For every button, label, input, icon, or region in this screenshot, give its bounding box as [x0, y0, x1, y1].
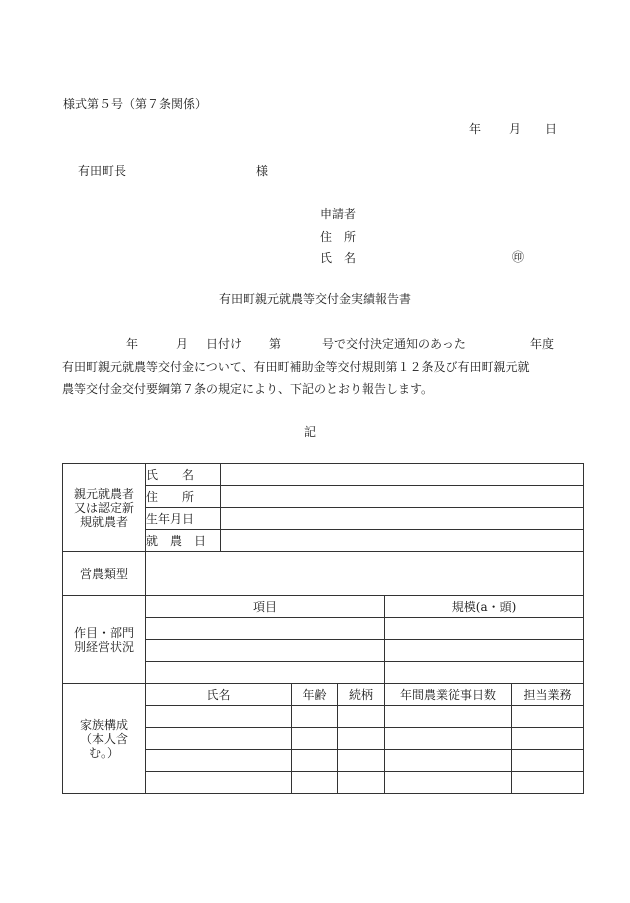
farmer-start-date-value[interactable]	[221, 530, 584, 552]
family-duty-cell[interactable]	[512, 728, 584, 750]
family-age-cell[interactable]	[292, 728, 338, 750]
crop-item-cell[interactable]	[146, 618, 385, 640]
family-age-cell[interactable]	[292, 772, 338, 794]
family-name-cell[interactable]	[146, 772, 292, 794]
crop-heading-cell	[63, 596, 146, 684]
body-fiscal-year: 年度	[530, 337, 555, 351]
table-row	[63, 684, 584, 706]
family-relation-cell[interactable]	[338, 706, 385, 728]
table-row	[63, 596, 584, 618]
family-duty-header: 担当業務	[512, 684, 584, 706]
family-name-cell[interactable]	[146, 706, 292, 728]
table-row	[63, 464, 584, 486]
crop-scale-cell[interactable]	[385, 640, 584, 662]
family-duty-cell[interactable]	[512, 750, 584, 772]
farmer-birthdate-value[interactable]	[221, 508, 584, 530]
body-line-3: 農等交付金交付要綱第７条の規定により、下記のとおり報告します。	[62, 382, 434, 396]
report-table	[62, 463, 584, 794]
family-relation-cell[interactable]	[338, 750, 385, 772]
family-heading-cell	[63, 684, 146, 794]
farmer-name-label: 氏 名	[146, 464, 221, 486]
family-workdays-cell[interactable]	[385, 706, 512, 728]
date-year-label: 年	[469, 122, 482, 136]
applicant-name-label: 氏 名	[320, 251, 357, 265]
family-relation-cell[interactable]	[338, 772, 385, 794]
body-number-suffix: 号で交付決定通知のあった	[322, 337, 466, 351]
family-relation-header: 続柄	[338, 684, 385, 706]
family-workdays-header: 年間農業従事日数	[385, 684, 512, 706]
family-duty-cell[interactable]	[512, 706, 584, 728]
family-name-cell[interactable]	[146, 750, 292, 772]
family-duty-cell[interactable]	[512, 772, 584, 794]
honorific: 様	[256, 164, 269, 178]
crop-item-header: 項目	[146, 596, 385, 618]
addressee: 有田町長	[78, 164, 127, 178]
family-age-cell[interactable]	[292, 706, 338, 728]
family-workdays-cell[interactable]	[385, 772, 512, 794]
family-workdays-cell[interactable]	[385, 728, 512, 750]
family-relation-cell[interactable]	[338, 728, 385, 750]
date-day-label: 日	[545, 122, 558, 136]
body-number-prefix: 第	[269, 337, 282, 351]
crop-item-cell[interactable]	[146, 662, 385, 684]
crop-scale-header: 規模(a・頭)	[385, 596, 584, 618]
farmer-address-value[interactable]	[221, 486, 584, 508]
family-name-cell[interactable]	[146, 728, 292, 750]
crop-item-cell[interactable]	[146, 640, 385, 662]
family-age-header: 年齢	[292, 684, 338, 706]
family-workdays-cell[interactable]	[385, 750, 512, 772]
crop-heading-label: 作目・部門別経営状況	[73, 625, 134, 654]
document-title: 有田町親元就農等交付金実績報告書	[218, 292, 411, 306]
ki-heading: 記	[303, 425, 316, 439]
family-heading-label: 家族構成（本人含む。）	[79, 717, 128, 760]
farmer-heading-label: 親元就農者又は認定新規就農者	[73, 486, 134, 529]
body-dated: 日付け	[206, 337, 243, 351]
farmer-address-label: 住 所	[146, 486, 221, 508]
farmer-birthdate-label: 生年月日	[146, 508, 221, 530]
farm-type-label: 営農類型	[63, 552, 146, 596]
farm-type-value[interactable]	[146, 552, 584, 596]
body-line-2: 有田町親元就農等交付金について、有田町補助金等交付規則第１２条及び有田町親元就	[62, 360, 530, 374]
family-age-cell[interactable]	[292, 750, 338, 772]
applicant-address-label: 住 所	[320, 230, 357, 244]
farmer-heading-cell	[63, 464, 146, 552]
crop-scale-cell[interactable]	[385, 662, 584, 684]
applicant-heading: 申請者	[320, 207, 357, 221]
table-row	[63, 552, 584, 596]
body-month: 月	[176, 337, 189, 351]
form-number-label: 様式第５号（第７条関係）	[63, 97, 208, 111]
date-month-label: 月	[509, 122, 522, 136]
family-name-header: 氏名	[146, 684, 292, 706]
crop-scale-cell[interactable]	[385, 618, 584, 640]
farmer-start-date-label: 就 農 日	[146, 530, 221, 552]
seal-mark: ㊞	[512, 250, 525, 264]
body-year: 年	[126, 337, 139, 351]
farmer-name-value[interactable]	[221, 464, 584, 486]
